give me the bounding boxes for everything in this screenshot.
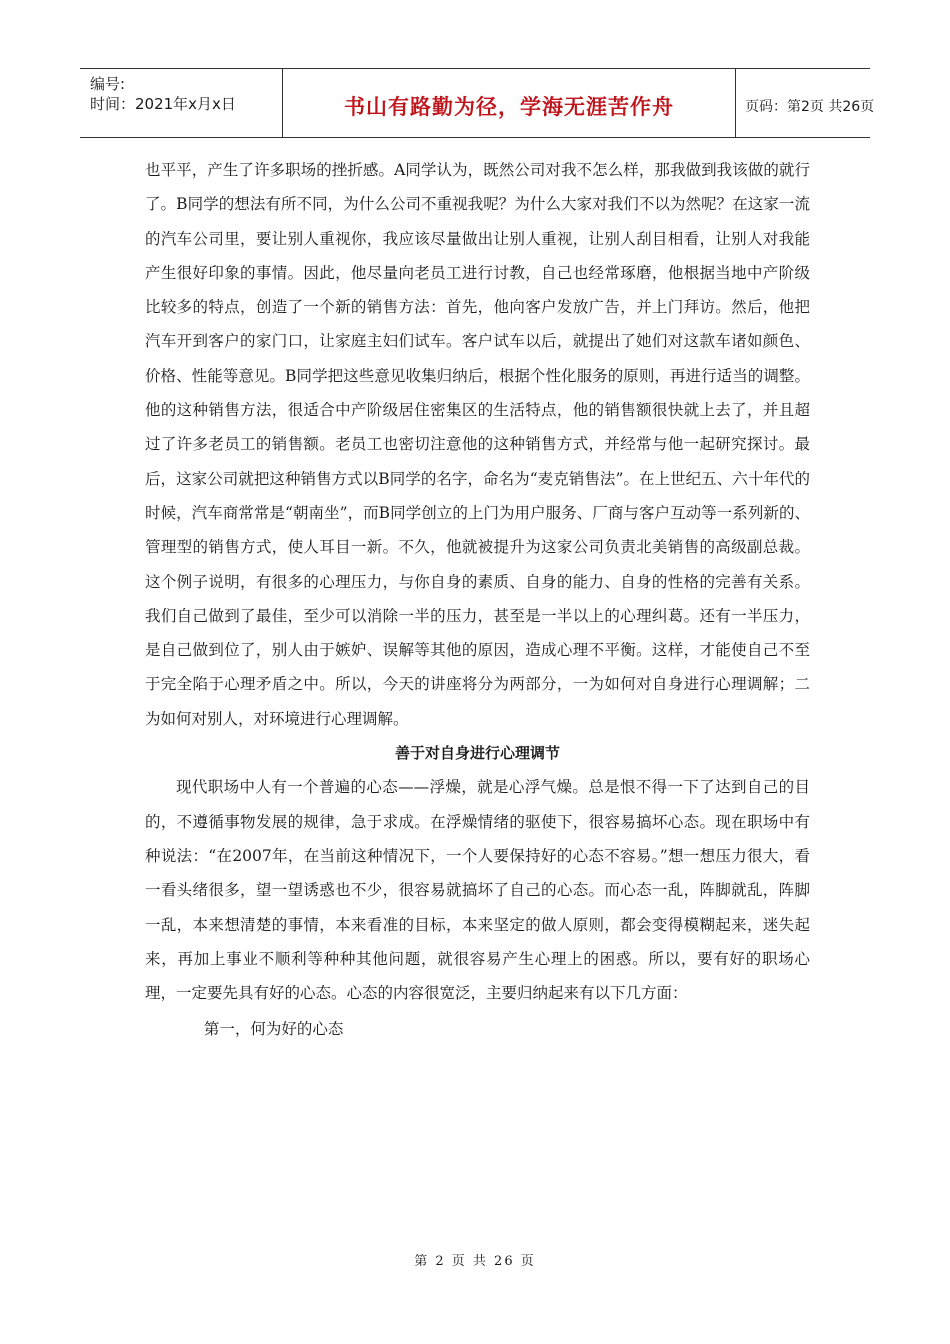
body-paragraph-2: 现代职场中人有一个普遍的心态——浮燥，就是心浮气燥。总是恨不得一下了达到自己的目的，不遵循事物发展的规律，急于求成。在浮燥情绪的驱使下，很容易搞坏心态。现在职场中有种说法：“在2007年，在当前这种情况下，一个人要保持好的心态不容易。”想一想压力很大，看一看头绪很多，望一望诱惑也不少，很容易就搞坏了自己的心态。而心态一乱，阵脚就乱，阵脚一乱，本来想清楚的事情，本来看准的目标，本来坚定的做人原则，都会变得模糊起来，迷失起来，再加上事业不顺利等种种其他问题，就很容易产生心理上的困惑。所以，要有好的职场心理，一定要先具有好的心态。心态的内容很宽泛，主要归纳起来有以下几方面：: [145, 778, 810, 1003]
header-page-cell: [735, 69, 875, 137]
body-paragraph-3: 第一，何为好的心态: [203, 1020, 344, 1039]
document-body: [145, 153, 810, 1047]
document-number: 编号:: [90, 75, 126, 93]
body-paragraph-1: 也平平，产生了许多职场的挫折感。A同学认为，既然公司对我不怎么样，那我做到我该做的就行了。B同学的想法有所不同，为什么公司不重视我呢？为什么大家对我们不以为然呢？在这家一流的汽车公司里，要让别人重视你，我应该尽量做出让别人重视，让别人刮目相看，让别人对我能产生很好印象的事情。因此，他尽量向老员工进行讨教，自己也经常琢磨，他根据当地中产阶级比较多的特点，创造了一个新的销售方法：首先，他向客户发放广告，并上门拜访。然后，他把汽车开到客户的家门口，让家庭主妇们试车。客户试车以后，就提出了她们对这款车诸如颜色、价格、性能等意见。B同学把这些意见收集归纳后，根据个性化服务的原则，再进行适当的调整。他的这种销售方法，很适合中产阶级居住密集区的生活特点，他的销售额很快就上去了，并且超过了许多老员工的销售额。老员工也密切注意他的这种销售方式，并经常与他一起研究探讨。最后，这家公司就把这种销售方式以B同学的名字，命名为“麦克销售法”。在上世纪五、六十年代的时候，汽车商常常是“朝南坐”，而B同学创立的上门为用户服务、厂商与客户互动等一系列新的、管理型的销售方式，使人耳目一新。不久，他就被提升为这家公司负责北美销售的高级副总裁。这个例子说明，有很多的心理压力，与你自身的素质、自身的能力、自身的性格的完善有关系。我们自己做到了最佳，至少可以消除一半的压力，甚至是一半以上的心理纠葛。还有一半压力，是自己做到位了，别人由于嫉妒、误解等其他的原因，造成心理不平衡。这样，才能使自己不至于完全陷于心理矛盾之中。所以，今天的讲座将分为两部分，一为如何对自身进行心理调解；二为如何对别人，对环境进行心理调解。: [145, 161, 810, 728]
header-motto-cell: [282, 69, 736, 137]
header-page-number: 页码：第2页 共26页: [745, 99, 875, 115]
header-motto: 书山有路勤为径，学海无涯苦作舟: [344, 95, 674, 119]
page-footer: 第 2 页 共 26 页: [414, 1254, 536, 1269]
document-header: [80, 68, 875, 138]
header-meta-cell: [80, 69, 282, 137]
section-heading: 善于对自身进行心理调节: [394, 744, 560, 763]
document-time: 时间：2021年x月x日: [90, 95, 236, 113]
